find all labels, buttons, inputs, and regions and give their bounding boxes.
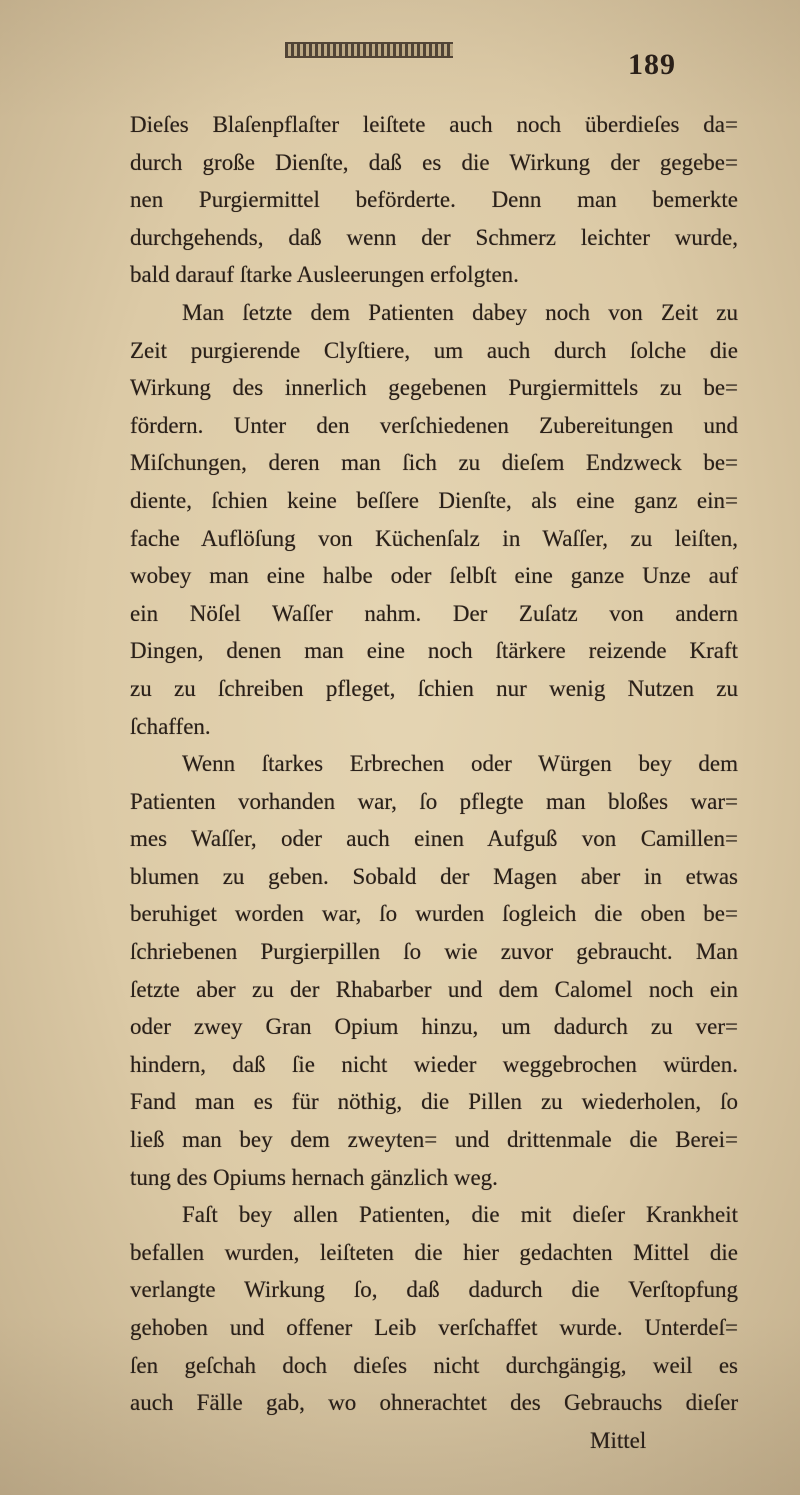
text-line: fördern. Unter den verſchiedenen Zubereitungen und [130,412,738,438]
text-line: Dieſes Blaſenpflaſter leiſtete auch noch überdieſes da= [130,112,738,137]
text-line: ein Nöſel Waſſer nahm. Der Zuſatz von andern [130,600,738,626]
text-line: durch große Dienſte, daß es die Wirkung der gegebe= [130,149,738,175]
text-line: Wirkung des innerlich gegebenen Purgiermittels zu be= [130,375,738,401]
text-line: Wenn ſtarkes Erbrechen oder Würgen bey dem [182,751,738,777]
text-line: ließ man bey dem zweyten= und drittenmale die Berei= [130,1127,738,1153]
text-line: auch Fälle gab, wo ohnerachtet des Gebrauchs dieſer [130,1390,738,1416]
catchword: Mittel [590,1428,647,1453]
text-line: tung des Opiums hernach gänzlich weg. [130,1164,498,1190]
text-line: blumen zu geben. Sobald der Magen aber in etwas [130,863,738,889]
text-line: verlangte Wirkung ſo, daß dadurch die Verſtopfung [130,1277,738,1303]
text-line: Dingen, denen man eine noch ſtärkere reizende Kraft [130,638,738,664]
body-text [130,106,738,1422]
text-line: beruhiget worden war, ſo wurden ſogleich die oben be= [130,901,738,927]
text-line: Fand man es für nöthig, die Pillen zu wiederholen, ſo [130,1089,738,1115]
text-line: hindern, daß ſie nicht wieder weggebrochen würden. [130,1051,738,1077]
text-line: ſetzte aber zu der Rhabarber und dem Calomel noch ein [130,976,738,1002]
text-line: zu zu ſchreiben pfleget, ſchien nur wenig Nutzen zu [130,675,738,701]
text-line: durchgehends, daß wenn der Schmerz leichter wurde, [130,224,738,250]
text-line: nen Purgiermittel beförderte. Denn man bemerkte [130,187,738,213]
text-line: wobey man eine halbe oder ſelbſt eine ganze Unze auf [130,563,738,589]
text-line: ſchriebenen Purgierpillen ſo wie zuvor gebraucht. Man [130,939,738,965]
text-line: ſchaffen. [130,713,211,739]
text-line: bald darauf ſtarke Ausleerungen erfolgten. [130,262,519,288]
text-line: ſen geſchah doch dieſes nicht durchgängig, weil es [130,1352,738,1378]
text-line: oder zwey Gran Opium hinzu, um dadurch zu ver= [130,1014,738,1040]
text-line: Man ſetzte dem Patienten dabey noch von Zeit zu [182,299,738,325]
text-line: fache Auflöſung von Küchenſalz in Waſſer, zu leiſten, [130,525,738,551]
text-line: Zeit purgierende Clyſtiere, um auch durch ſolche die [130,337,738,363]
text-line: diente, ſchien keine beſſere Dienſte, als eine ganz ein= [130,487,738,513]
page-number: 189 [628,48,676,81]
header-ornament [285,42,453,58]
text-line: gehoben und offener Leib verſchaffet wurde. Unterdeſ= [130,1315,738,1340]
text-line: Faſt bey allen Patienten, die mit dieſer Krankheit [182,1202,738,1228]
text-line: Miſchungen, deren man ſich zu dieſem Endzweck be= [130,450,738,476]
text-line: mes Waſſer, oder auch einen Aufguß von Camillen= [130,826,738,852]
text-line: Patienten vorhanden war, ſo pflegte man bloßes war= [130,788,738,814]
text-line: befallen wurden, leiſteten die hier gedachten Mittel die [130,1239,738,1265]
